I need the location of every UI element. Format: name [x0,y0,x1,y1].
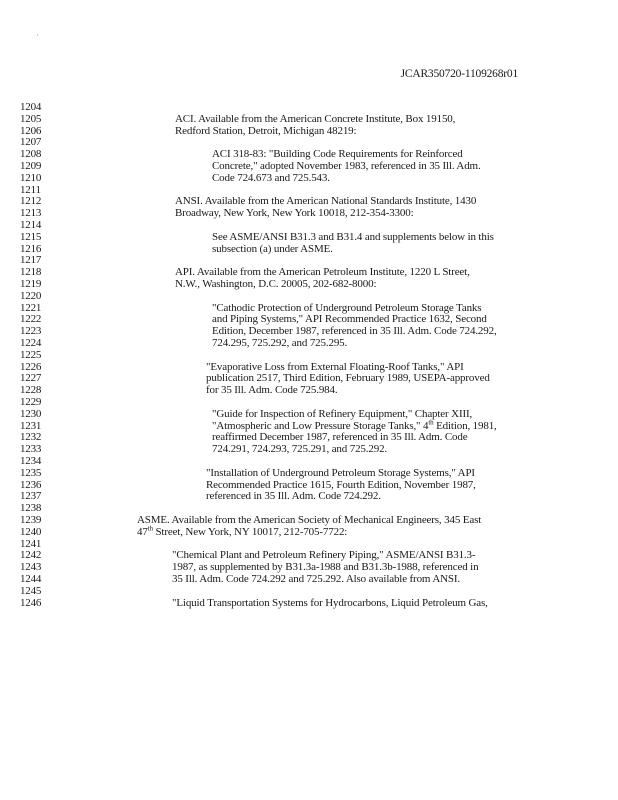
line-text: 35 Ill. Adm. Code 724.292 and 725.292. Also available from ANSI. [172,573,460,585]
line-number: 1206 [20,124,42,137]
line-text: subsection (a) under ASME. [212,242,333,255]
line-text: N.W., Washington, D.C. 20005, 202-682-8000: [175,278,377,290]
document-line [0,266,618,278]
document-line [0,372,618,384]
line-number: 1210 [20,171,42,184]
line-number: 1214 [20,219,42,231]
line-text: See ASME/ANSI B31.3 and B31.4 and supplements below in this [212,230,494,243]
line-number: 1242 [20,549,42,562]
line-number: 1217 [20,254,42,267]
line-number: 1237 [20,490,42,503]
line-text: 47th Street, New York, NY 10017, 212-705-7722: [137,524,348,538]
document-line [0,184,618,196]
document-line [0,148,618,160]
document-line [0,573,618,585]
document-line [0,290,618,302]
line-text: ACI. Available from the American Concrete Institute, Box 19150, [175,112,456,125]
line-number: 1220 [20,289,42,302]
document-line [0,313,618,325]
document-line [0,125,618,137]
line-text: "Liquid Transportation Systems for Hydrocarbons, Liquid Petroleum Gas, [172,596,488,609]
line-text: ASME. Available from the American Society of Mechanical Engineers, 345 East [137,514,482,526]
document-line [0,361,618,373]
line-number: 1222 [20,313,42,326]
document-line [0,113,618,125]
document-line [0,396,618,408]
document-line [0,455,618,467]
line-number: 1224 [20,337,42,349]
document-line [0,302,618,314]
line-text: Recommended Practice 1615, Fourth Edition, November 1987, [206,478,476,491]
document-line [0,337,618,349]
line-number: 1246 [20,596,42,609]
document-line [0,136,618,148]
line-number: 1233 [20,443,42,456]
line-number: 1208 [20,148,42,161]
line-text: Edition, December 1987, referenced in 35 Ill. Adm. Code 724.292, [212,325,497,338]
line-text: referenced in 35 Ill. Adm. Code 724.292. [206,490,381,503]
document-line [0,479,618,491]
document-line [0,502,618,514]
line-number: 1213 [20,207,42,220]
line-number: 1219 [20,278,42,290]
line-number: 1218 [20,266,42,279]
line-number: 1232 [20,431,42,444]
line-number: 1215 [20,230,42,243]
document-line [0,207,618,219]
line-number: 1216 [20,242,42,255]
line-text: 1987, as supplemented by B31.3a-1988 and B31.3b-1988, referenced in [172,561,479,574]
line-text: Concrete," adopted November 1983, referenced in 35 Ill. Adm. [212,160,481,172]
line-text: "Guide for Inspection of Refinery Equipment," Chapter XIII, [212,407,473,420]
document-line [0,172,618,184]
document-line [0,514,618,526]
line-text: reaffirmed December 1987, referenced in 35 Ill. Adm. Code [212,431,468,444]
document-line [0,195,618,207]
line-text: and Piping Systems," API Recommended Practice 1632, Second [212,313,487,326]
document-line [0,561,618,573]
line-number: 1226 [20,360,42,373]
document-line [0,349,618,361]
line-text: API. Available from the American Petroleum Institute, 1220 L Street, [175,266,470,279]
line-number: 1236 [20,478,42,491]
document-line [0,467,618,479]
line-text: publication 2517, Third Edition, February 1989, USEPA-approved [206,372,490,385]
document-line [0,526,618,538]
document-line [0,490,618,502]
document-line [0,538,618,550]
line-number: 1227 [20,372,42,385]
document-line [0,219,618,231]
line-text: ACI 318-83: "Building Code Requirements for Reinforced [212,148,463,161]
document-line [0,549,618,561]
line-number: 1209 [20,160,42,172]
line-number: 1241 [20,537,42,550]
line-number: 1228 [20,384,42,397]
line-number: 1207 [20,136,42,149]
line-number: 1231 [20,419,42,432]
line-number: 1230 [20,407,42,420]
document-line [0,278,618,290]
line-number: 1244 [20,573,42,585]
line-number: 1204 [20,101,42,113]
line-number: 1212 [20,195,42,208]
line-number: 1234 [20,455,42,467]
line-number: 1221 [20,301,42,314]
line-text: "Atmospheric and Low Pressure Storage Tanks," 4th Edition, 1981, [212,417,497,432]
document-line [0,597,618,609]
line-text: ANSI. Available from the American National Standards Institute, 1430 [175,195,477,208]
line-number: 1243 [20,561,42,574]
line-number: 1235 [20,466,42,479]
line-number: 1245 [20,584,42,597]
line-text: Code 724.673 and 725.543. [212,171,330,184]
document-line [0,585,618,597]
document-line [0,417,618,432]
document-line [0,101,618,113]
line-text: "Chemical Plant and Petroleum Refinery Piping," ASME/ANSI B31.3- [172,549,476,562]
line-text: 724.291, 724.293, 725.291, and 725.292. [212,443,388,456]
line-text: "Cathodic Protection of Underground Petroleum Storage Tanks [212,301,482,314]
document-line [0,408,618,420]
line-number: 1211 [20,183,41,196]
document-line [0,431,618,443]
line-text: Redford Station, Detroit, Michigan 48219: [175,124,357,137]
document-line [0,160,618,172]
line-number: 1225 [20,348,42,361]
line-text: 724.295, 725.292, and 725.295. [212,337,348,349]
line-text: Broadway, New York, New York 10018, 212-354-3300: [175,207,414,220]
document-line [0,384,618,396]
line-number: 1239 [20,514,42,526]
document-id-header: JCAR350720-1109268r01 [400,68,518,80]
document-line [0,443,618,455]
document-line [0,254,618,266]
line-text: "Evaporative Loss from External Floating-Roof Tanks," API [206,360,464,373]
document-line [0,231,618,243]
scan-speck: · [36,30,39,40]
line-text: for 35 Ill. Adm. Code 725.984. [206,384,338,397]
document-line [0,243,618,255]
line-number: 1223 [20,325,42,338]
line-number: 1240 [20,525,42,538]
line-number: 1238 [20,502,42,515]
document-line [0,325,618,337]
line-text: "Installation of Underground Petroleum Storage Systems," API [206,466,475,479]
line-number: 1229 [20,396,42,408]
line-number: 1205 [20,112,42,125]
